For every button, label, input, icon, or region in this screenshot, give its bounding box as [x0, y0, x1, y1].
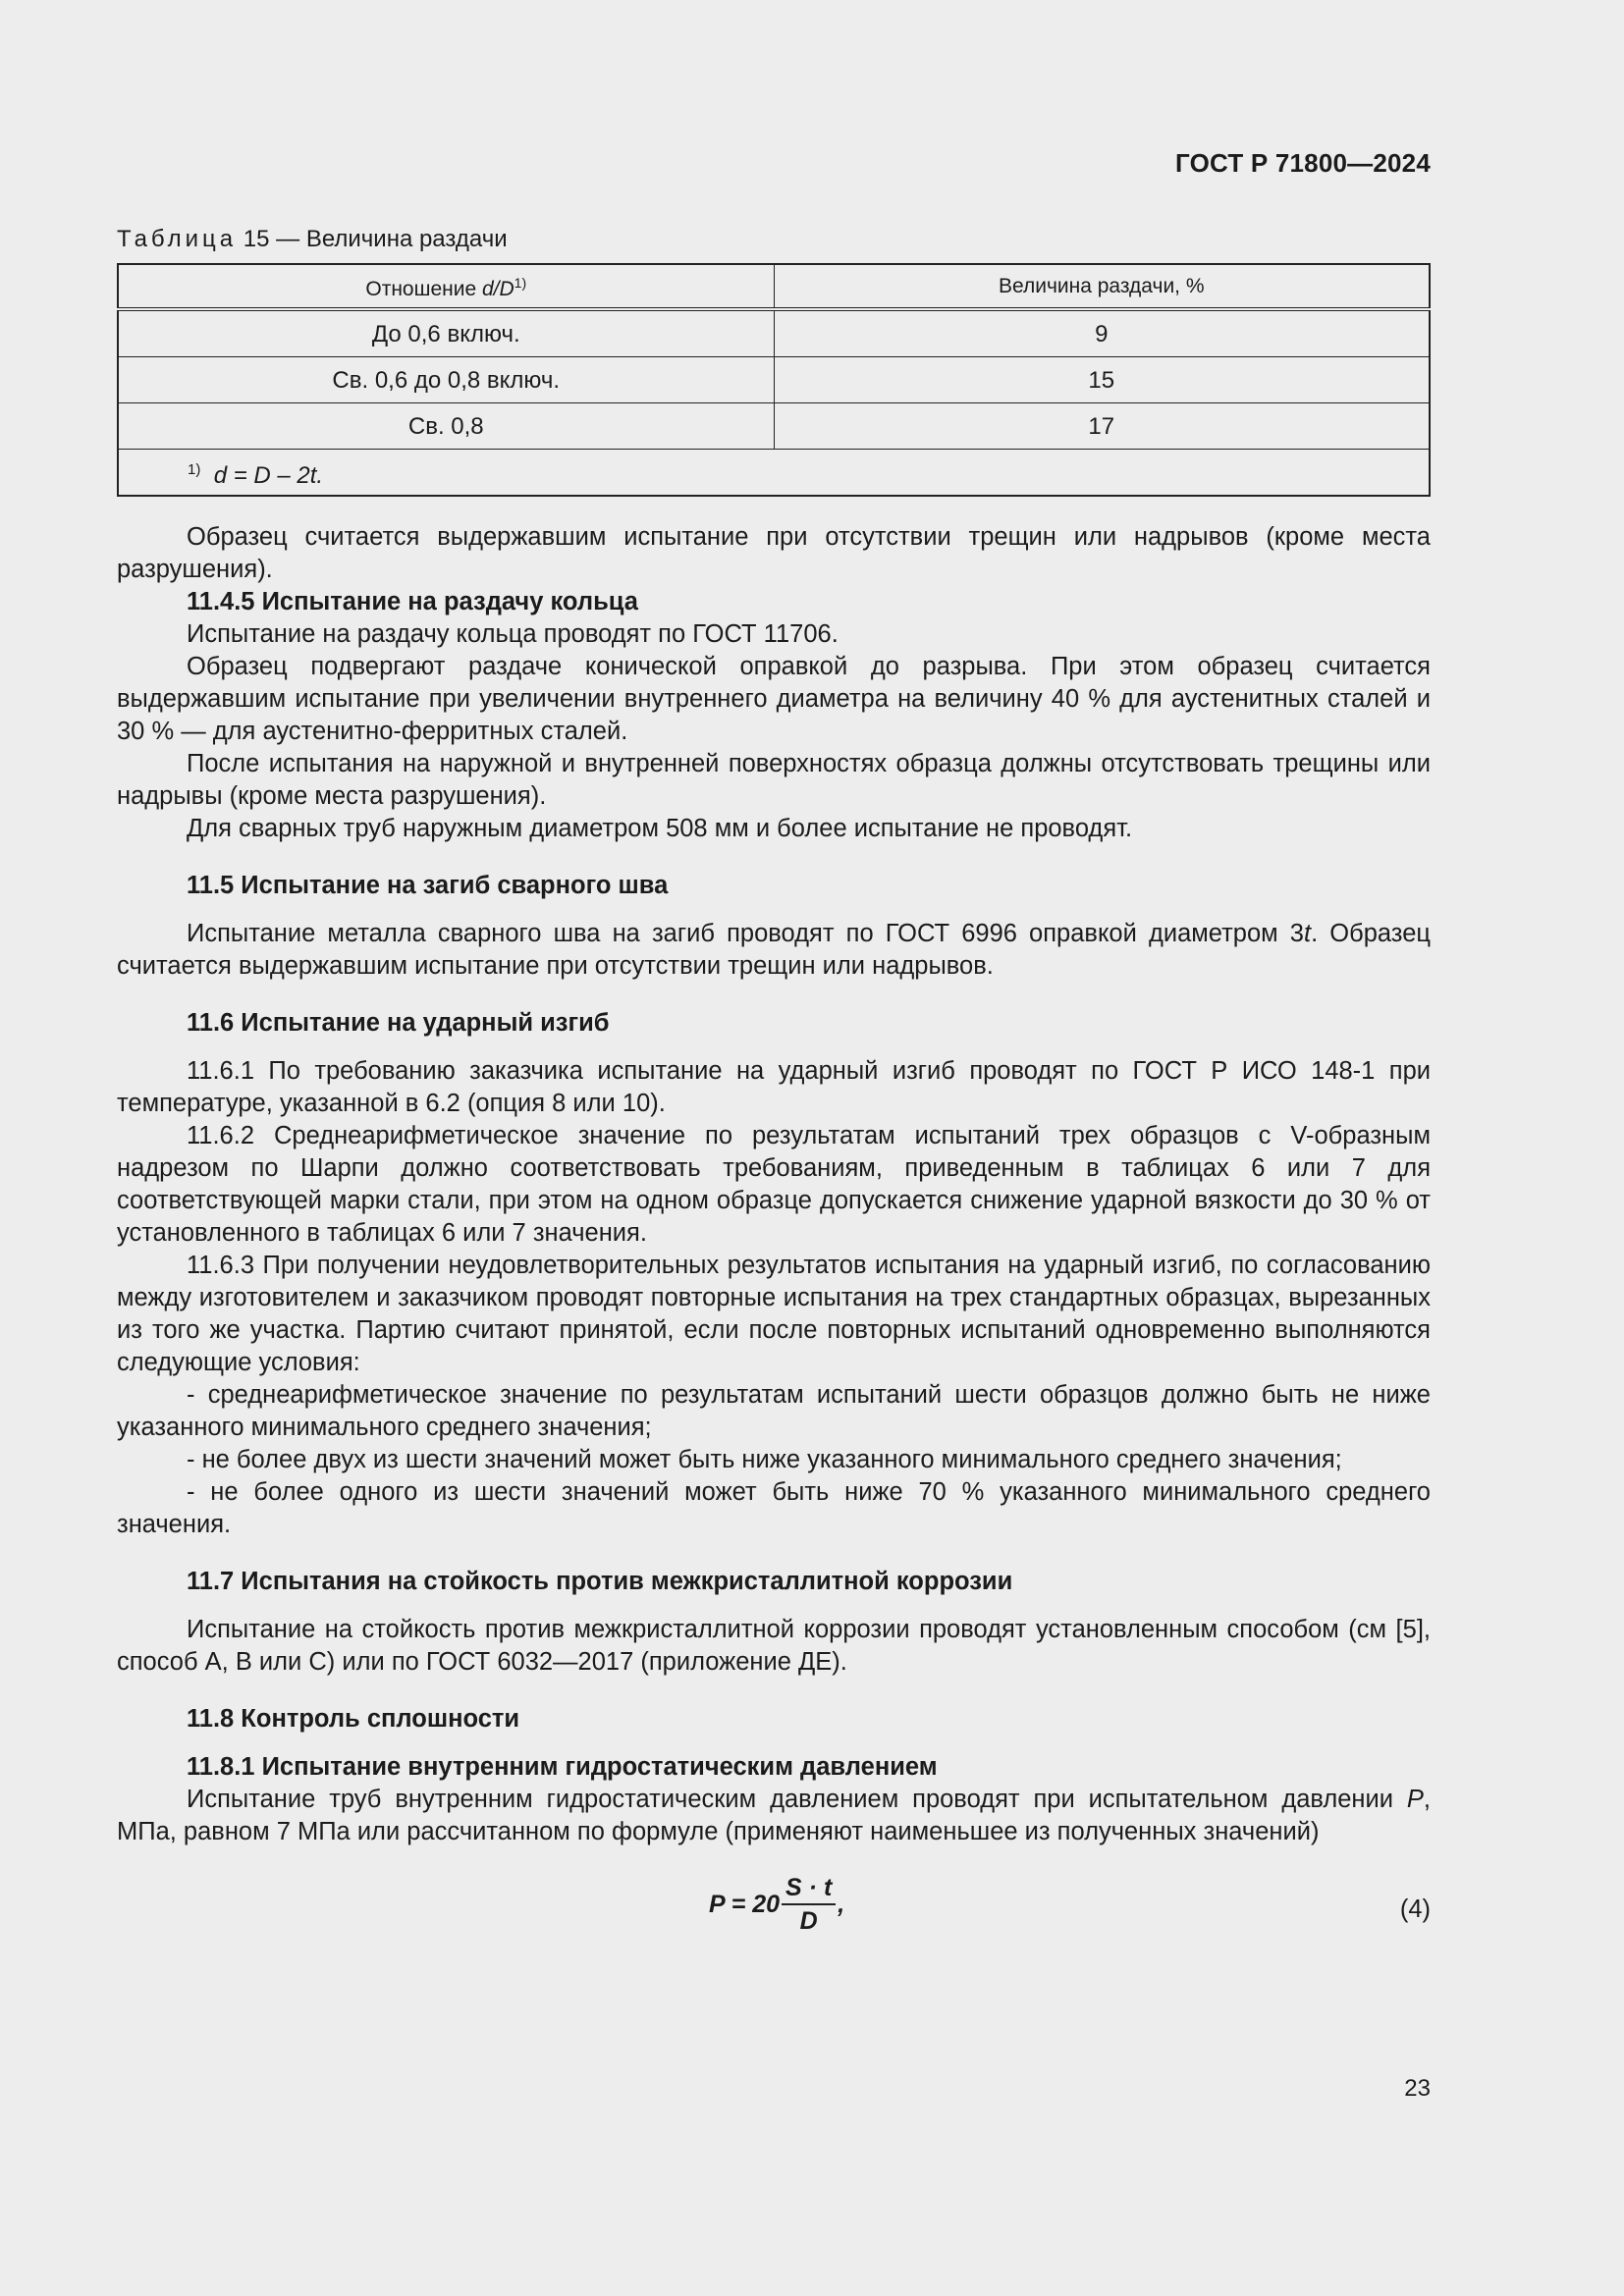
- formula: [709, 1874, 844, 1936]
- table-row: [118, 357, 1430, 403]
- table-header-value: Величина раздачи, %: [774, 264, 1430, 309]
- footnote-text: d = D – 2t.: [213, 461, 324, 489]
- paragraph: 11.6.3 При получении неудовлетворительных результатов испытания на ударный изгиб, по согласованию между изготовителем и заказчиком проводят повторные испытания на трех стандартных образцах, вырезанных из того же участка. Партию считают принятой, если после повторных испытаний одновременно выполняются следующие условия:: [117, 1252, 1431, 1376]
- list-item: - среднеарифметическое значение по результатам испытаний шести образцов должно быть не ниже указанного минимального среднего значения;: [117, 1381, 1431, 1441]
- table-caption-title: 15 — Величина раздачи: [243, 226, 508, 252]
- table-caption-label: Таблица: [117, 226, 238, 252]
- paragraph: 11.6.1 По требованию заказчика испытание на ударный изгиб проводят по ГОСТ Р ИСО 148-1 при температуре, указанной в 6.2 (опция 8 или 10).: [117, 1057, 1431, 1117]
- formula-block: [117, 1872, 1431, 1960]
- table-row: [118, 403, 1430, 450]
- paragraph: Образец считается выдержавшим испытание при отсутствии трещин или надрывов (кроме места разрушения).: [117, 523, 1431, 583]
- footnote-mark: 1): [188, 460, 201, 478]
- paragraph: [117, 1784, 1431, 1848]
- page-number: 23: [1404, 2075, 1431, 2102]
- section-heading-11-6: 11.6 Испытание на ударный изгиб: [187, 1009, 610, 1037]
- table-footnote: [118, 450, 1430, 497]
- paragraph: Испытание на раздачу кольца проводят по ГОСТ 11706.: [187, 620, 839, 648]
- formula-number: (4): [1399, 1896, 1431, 1923]
- formula-lhs: P = 20: [709, 1891, 781, 1918]
- formula-fraction: [782, 1874, 836, 1936]
- expansion-table: [117, 263, 1431, 497]
- paragraph: Образец подвергают раздаче конической оправкой до разрыва. При этом образец считается выдержавшим испытание при увеличении внутреннего диаметра на величину 40 % для аустенитных сталей и 30 % — для аустенитно-ферритных сталей.: [117, 653, 1431, 745]
- paragraph: Для сварных труб наружным диаметром 508 мм и более испытание не проводят.: [187, 815, 1133, 842]
- paragraph-text: Испытание металла сварного шва на загиб проводят по ГОСТ 6996 оправкой диаметром 3: [187, 920, 1304, 947]
- section-heading-11-8: 11.8 Контроль сплошности: [187, 1705, 520, 1733]
- page-content: [117, 223, 1431, 1960]
- paragraph-text: Испытание труб внутренним гидростатическим давлением проводят при испытательном давлении: [187, 1786, 1407, 1813]
- ratio-header-variable: d/D: [481, 278, 514, 300]
- section-heading-11-7: 11.7 Испытания на стойкость против межкристаллитной коррозии: [187, 1568, 1013, 1595]
- paragraph: [117, 918, 1431, 983]
- table-cell-ratio: Св. 0,8: [118, 403, 774, 450]
- table-header-row: [118, 264, 1430, 309]
- paragraph: Испытание на стойкость против межкристаллитной коррозии проводят установленным способом (см [5], способ А, В или С) или по ГОСТ 6032—2017 (приложение ДЕ).: [117, 1616, 1431, 1676]
- variable-t: t: [1303, 920, 1312, 947]
- table-cell-ratio: Св. 0,6 до 0,8 включ.: [118, 357, 774, 403]
- table-row: [118, 309, 1430, 357]
- list-item: - не более одного из шести значений может быть ниже 70 % указанного минимального среднего значения.: [117, 1478, 1431, 1538]
- section-heading-11-8-1: 11.8.1 Испытание внутренним гидростатическим давлением: [187, 1753, 938, 1781]
- formula-denominator: D: [799, 1907, 818, 1935]
- table-cell-value: 15: [774, 357, 1430, 403]
- section-heading-11-4-5: 11.4.5 Испытание на раздачу кольца: [187, 588, 638, 615]
- paragraph-text: , МПа, равном 7 МПа или рассчитанном по формуле (применяют наименьшее из полученных значений): [117, 1786, 1431, 1845]
- document-id-header: ГОСТ Р 71800—2024: [1175, 148, 1431, 178]
- ratio-header-label: Отношение: [365, 278, 482, 300]
- ratio-header-footnote-mark: 1): [514, 275, 527, 291]
- variable-p: P: [1406, 1786, 1424, 1813]
- table-header-ratio: [118, 264, 774, 309]
- formula-numerator: S · t: [782, 1874, 836, 1905]
- paragraph-text: . Образец считается выдержавшим испытание при отсутствии трещин или надрывов.: [117, 920, 1431, 980]
- formula-trail: ,: [838, 1891, 845, 1918]
- section-heading-11-5: 11.5 Испытание на загиб сварного шва: [187, 872, 669, 899]
- paragraph: 11.6.2 Среднеарифметическое значение по результатам испытаний трех образцов с V-образным надрезом по Шарпи должно соответствовать требованиям, приведенным в таблицах 6 или 7 для соответствующей марки стали, при этом на одном образце допускается снижение ударной вязкости до 30 % от установленного в таблицах 6 или 7 значения.: [117, 1122, 1431, 1247]
- table-cell-value: 9: [774, 309, 1430, 357]
- paragraph: После испытания на наружной и внутренней поверхностях образца должны отсутствовать трещины или надрывы (кроме места разрушения).: [117, 750, 1431, 810]
- list-item: - не более двух из шести значений может быть ниже указанного минимального среднего значения;: [187, 1446, 1342, 1473]
- table-cell-ratio: До 0,6 включ.: [118, 309, 774, 357]
- table-footnote-row: [118, 450, 1430, 497]
- table-cell-value: 17: [774, 403, 1430, 450]
- table-caption: [117, 223, 1431, 255]
